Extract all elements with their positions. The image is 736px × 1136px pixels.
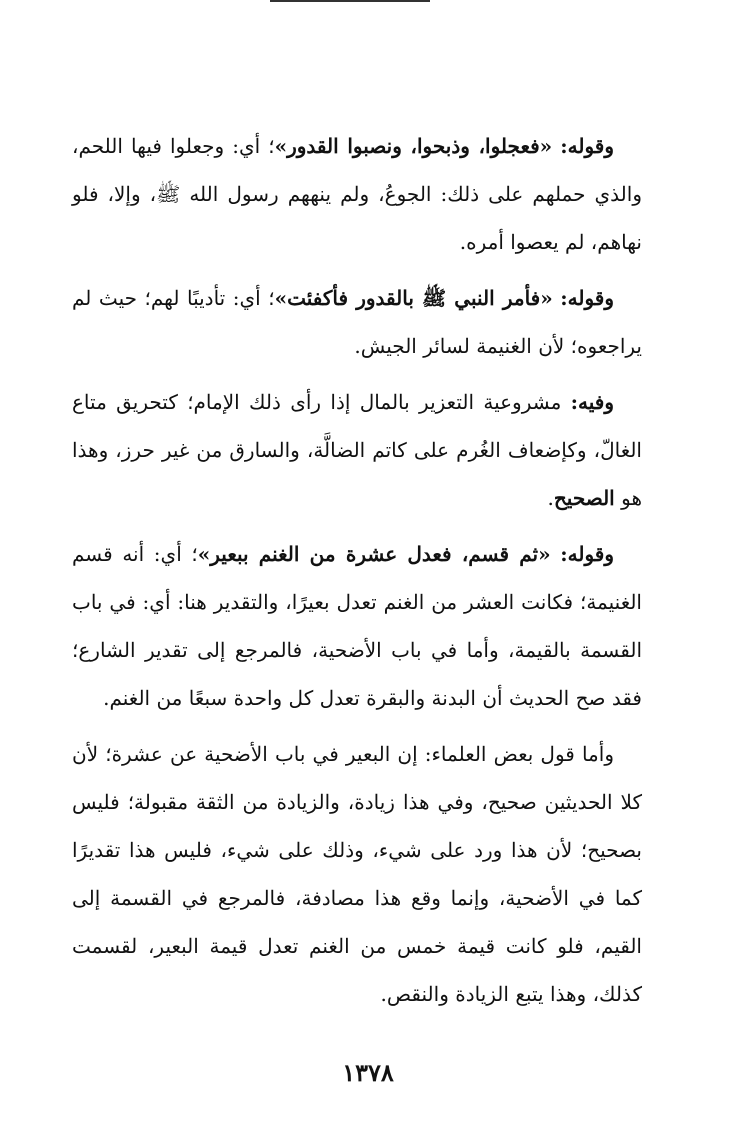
paragraph-end: . bbox=[547, 486, 554, 510]
paragraph-lead: وقوله: bbox=[560, 286, 615, 310]
paragraph-lead: وفيه: bbox=[570, 390, 614, 414]
paragraph-text: ؛ أي: أنه قسم الغنيمة؛ فكانت العشر من الغنم تعدل بعيرًا، والتقدير هنا: أي: في باب القسمة بالقيمة، وأما في باب الأضحية، فالمرجع إلى تقدير الشارع؛ فقد صح الحديث أن البدنة والبقرة تعدل كل واحدة سبعًا من الغنم. bbox=[72, 542, 642, 710]
paragraph-text: وأما قول بعض العلماء: إن البعير في باب الأضحية عن عشرة؛ لأن كلا الحديثين صحيح، وفي هذا زيادة، والزيادة من الثقة مقبولة؛ فليس بصحيح؛ لأن هذا ورد على شيء، وذلك على شيء، فليس هذا تقديرًا كما في الأضحية، وإنما وقع هذا مصادفة، فالمرجع في القسمة إلى القيم، فلو كانت قيمة خمس من الغنم تعدل قيمة البعير، لقسمت كذلك، وهذا يتبع الزيادة والنقص. bbox=[72, 742, 642, 1006]
paragraph-lead: وقوله: bbox=[560, 542, 615, 566]
paragraph-text: مشروعية التعزير بالمال إذا رأى ذلك الإمام؛ كتحريق متاع الغالّ، وكإضعاف الغُرم على كاتم الضالَّة، والسارق من غير حرز، وهذا هو bbox=[72, 390, 642, 510]
paragraph-lead: وقوله: bbox=[560, 134, 614, 158]
paragraph-4 bbox=[72, 530, 642, 722]
paragraph-1 bbox=[72, 122, 642, 266]
paragraph-3 bbox=[72, 378, 642, 522]
emphasis-word: الصحيح bbox=[553, 486, 615, 510]
paragraph-text: ؛ أي: تأديبًا لهم؛ حيث لم يراجعوه؛ لأن الغنيمة لسائر الجيش. bbox=[72, 286, 642, 358]
paragraph-5 bbox=[72, 730, 642, 1018]
hadith-quote: «فعجلوا، وذبحوا، ونصبوا القدور» bbox=[274, 134, 553, 158]
paragraph-text: ؛ أي: وجعلوا فيها اللحم، والذي حملهم على ذلك: الجوعُ، ولم ينههم رسول الله ﷺ، وإلا، فلو نهاهم، لم يعصوا أمره. bbox=[72, 134, 642, 254]
hadith-quote: «ثم قسم، فعدل عشرة من الغنم ببعير» bbox=[197, 542, 551, 566]
page-body bbox=[72, 122, 642, 1026]
header-rule bbox=[270, 0, 430, 6]
paragraph-2 bbox=[72, 274, 642, 370]
hadith-quote: «فأمر النبي ﷺ بالقدور فأكفئت» bbox=[274, 286, 553, 310]
page-number: ١٣٧٨ bbox=[342, 1058, 394, 1087]
